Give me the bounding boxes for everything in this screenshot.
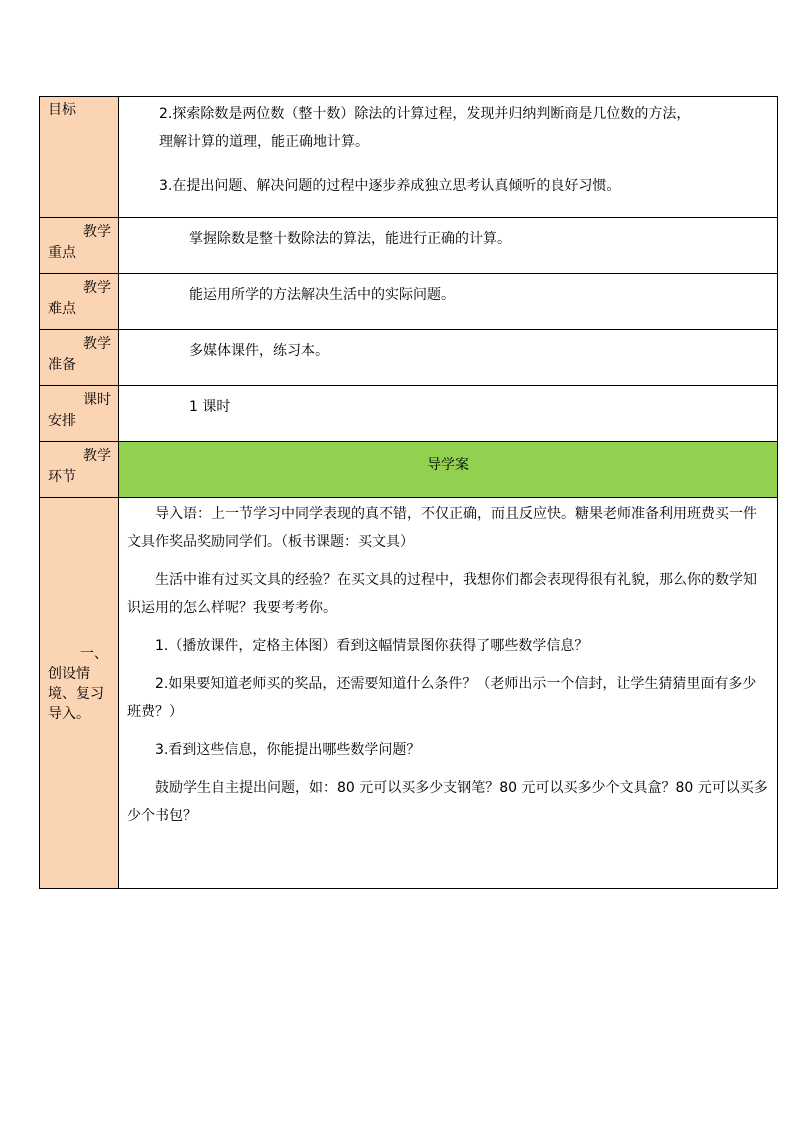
section-1-encourage: 鼓励学生自主提出问题，如：80 元可以买多少支钢笔？80 元可以买多少个文具盒？80 元可以买多少个书包？ [127, 780, 768, 824]
key-label-cell [40, 218, 119, 274]
goal-row [40, 97, 778, 218]
difficulty-content-cell [119, 274, 778, 330]
prep-row [40, 330, 778, 386]
section-1-question-3: 3.看到这些信息，你能提出哪些数学问题？ [155, 742, 421, 758]
goal-item-2-line-2: 理解计算的道理，能正确地计算。 [159, 134, 369, 150]
schedule-label-line-2: 安排 [48, 413, 76, 429]
goal-label-cell [40, 97, 119, 218]
prep-content-cell [119, 330, 778, 386]
section-1-question-1: 1.（播放课件，定格主体图）看到这幅情景图你获得了哪些数学信息？ [155, 638, 589, 654]
section-1-label-line-1: 一、 [80, 646, 108, 662]
difficulty-label-cell [40, 274, 119, 330]
goal-label: 目标 [48, 102, 76, 118]
stage-header-title: 导学案 [427, 457, 469, 473]
key-label-line-2: 重点 [48, 245, 76, 261]
stage-label-line-1: 教学 [83, 448, 111, 464]
schedule-content-cell [119, 386, 778, 442]
section-1-label-line-3: 境、复习 [48, 686, 104, 702]
prep-label-line-2: 准备 [48, 357, 76, 373]
prep-label-line-1: 教学 [83, 336, 111, 352]
key-content-cell [119, 218, 778, 274]
difficulty-row [40, 274, 778, 330]
key-content: 掌握除数是整十数除法的算法，能进行正确的计算。 [189, 231, 511, 247]
key-row [40, 218, 778, 274]
goal-item-2-line-1: 2.探索除数是两位数（整十数）除法的计算过程，发现并归纳判断商是几位数的方法， [159, 106, 691, 122]
section-1-label-line-4: 导入。 [48, 706, 90, 722]
schedule-row [40, 386, 778, 442]
prep-label-cell [40, 330, 119, 386]
section-1-row [40, 498, 778, 889]
section-1-label-line-2: 创设情 [48, 666, 90, 682]
goal-item-3: 3.在提出问题、解决问题的过程中逐步养成独立思考认真倾听的良好习惯。 [159, 178, 621, 194]
schedule-label-line-1: 课时 [83, 392, 111, 408]
stage-label-line-2: 环节 [48, 469, 76, 485]
section-1-intro: 导入语：上一节学习中同学表现的真不错，不仅正确，而且反应快。糖果老师准备利用班费买一件文具作奖品奖励同学们。（板书课题：买文具） [127, 506, 757, 550]
section-1-experience: 生活中谁有过买文具的经验？在买文具的过程中，我想你们都会表现得很有礼貌，那么你的数学知识运用的怎么样呢？我要考考你。 [127, 572, 757, 616]
goal-content-cell [119, 97, 778, 218]
schedule-content: 1 课时 [189, 399, 231, 415]
stage-label-cell [40, 442, 119, 498]
prep-content: 多媒体课件，练习本。 [189, 343, 329, 359]
key-label-line-1: 教学 [83, 224, 111, 240]
lesson-plan-table [39, 96, 778, 889]
schedule-label-cell [40, 386, 119, 442]
section-1-question-2: 2.如果要知道老师买的奖品，还需要知道什么条件？（老师出示一个信封，让学生猜猜里面有多少班费？） [127, 676, 757, 720]
stage-row [40, 442, 778, 498]
stage-header-cell [119, 442, 778, 498]
difficulty-content: 能运用所学的方法解决生活中的实际问题。 [189, 287, 455, 303]
section-1-content-cell [119, 498, 778, 889]
difficulty-label-line-2: 难点 [48, 301, 76, 317]
difficulty-label-line-1: 教学 [83, 280, 111, 296]
section-1-label-cell [40, 498, 119, 889]
